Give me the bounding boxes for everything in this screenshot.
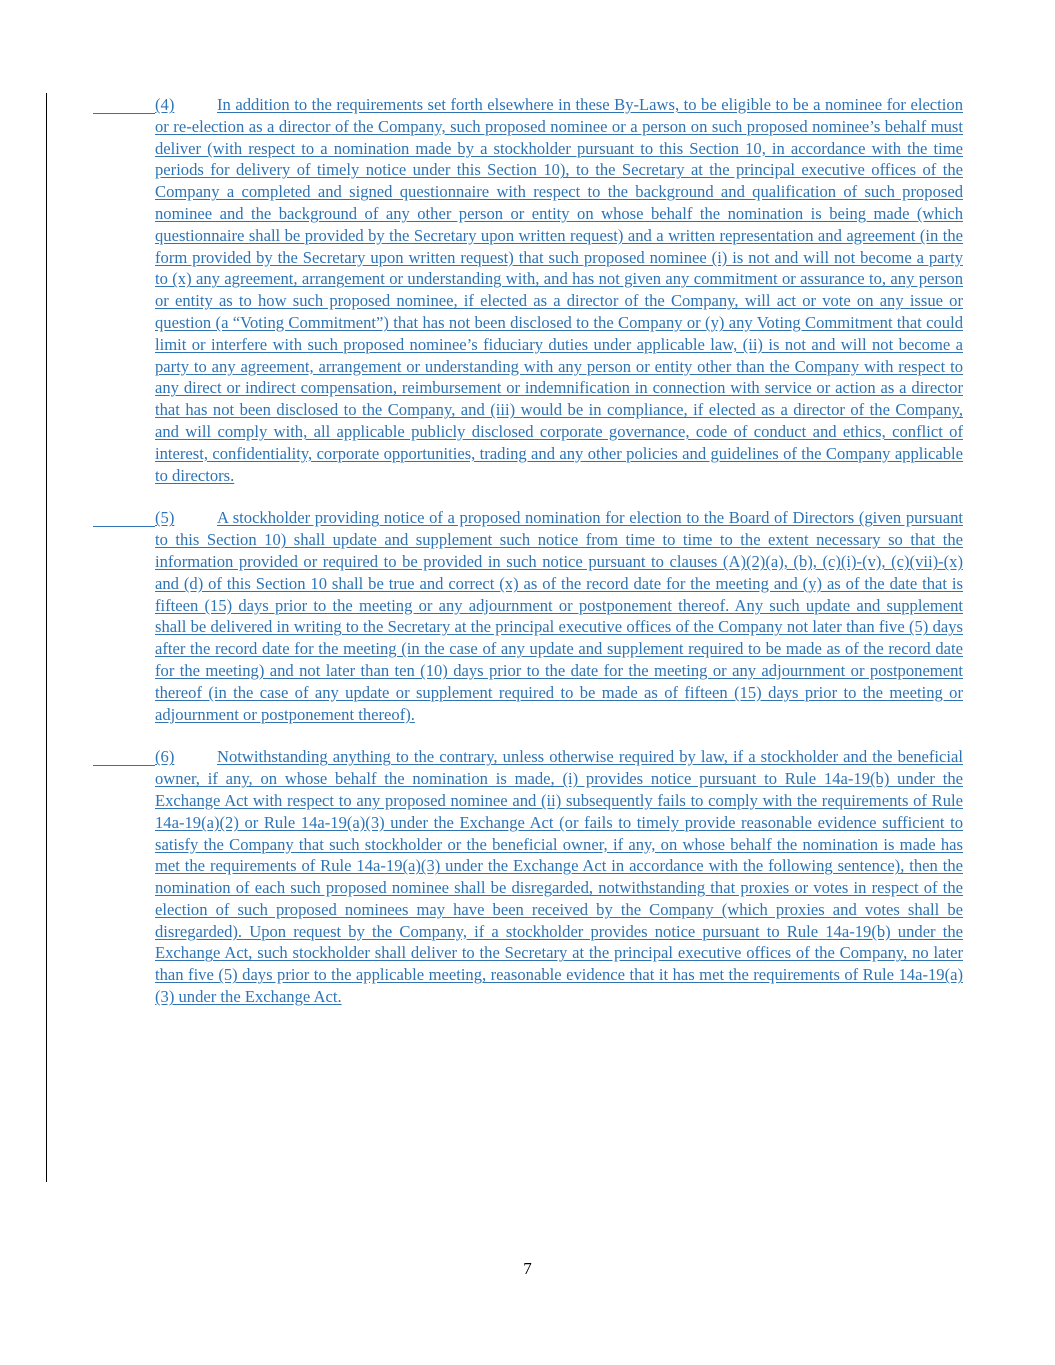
document-body [155, 94, 963, 1029]
page-number: 7 [523, 1259, 532, 1278]
paragraph-indent-rule [93, 526, 155, 527]
paragraph-4 [155, 94, 963, 486]
paragraph-text: Notwithstanding anything to the contrary, unless otherwise required by law, if a stockholder and the beneficial owner, if any, on whose behalf the nomination is made, (i) provides notice pursuant to Rule 14a-19(b) under the Exchange Act with respect to any proposed nominee and (ii) subsequently fails to comply with the requirements of Rule 14a-19(a)(2) or Rule 14a-19(a)(3) under the Exchange Act (or fails to timely provide reasonable evidence sufficient to satisfy the Company that such stockholder or the beneficial owner, if any, on whose behalf the nomination is made has met the requirements of Rule 14a-19(a)(3) under the Exchange Act in accordance with the following sentence), then the nomination of each such proposed nominee shall be disregarded, notwithstanding that proxies or votes in respect of the election of such proposed nominees may have been received by the Company (which proxies and votes shall be disregarded). Upon request by the Company, if a stockholder provides notice pursuant to Rule 14a-19(b) under the Exchange Act, such stockholder shall deliver to the Secretary at the principal executive offices of the Company, no later than five (5) days prior to the applicable meeting, reasonable evidence that it has met the requirements of Rule 14a-19(a)(3) under the Exchange Act. [155, 747, 963, 1007]
paragraph-6 [155, 746, 963, 1008]
paragraph-indent-rule [93, 765, 155, 766]
paragraph-number: (6) [155, 747, 175, 767]
paragraph-number: (5) [155, 508, 175, 528]
paragraph-text: In addition to the requirements set forth elsewhere in these By-Laws, to be eligible to be a nominee for election or re-election as a director of the Company, such proposed nominee or a person on such proposed nominee’s behalf must deliver (with respect to a nomination made by a stockholder pursuant to this Section 10, in accordance with the time periods for delivery of timely notice under this Section 10), to the Secretary at the principal executive offices of the Company a completed and signed questionnaire with respect to the background and qualification of such proposed nominee and the background of any other person or entity on whose behalf the nomination is being made (which questionnaire shall be provided by the Secretary upon written request) and a written representation and agreement (in the form provided by the Secretary upon written request) that such proposed nominee (i) is not and will not become a party to (x) any agreement, arrangement or understanding with, and has not given any commitment or assurance to, any person or entity as to how such proposed nominee, if elected as a director of the Company, will act or vote on any issue or question (a “Voting Commitment”) that has not been disclosed to the Company or (y) any Voting Commitment that could limit or interfere with such proposed nominee’s fiduciary duties under applicable law, (ii) is not and will not become a party to any agreement, arrangement or understanding with any person or entity other than the Company with respect to any direct or indirect compensation, reimbursement or indemnification in connection with service or action as a director that has not been disclosed to the Company, and (iii) would be in compliance, if elected as a director of the Company, and will comply with, all applicable publicly disclosed corporate governance, code of conduct and ethics, conflict of interest, confidentiality, corporate opportunities, trading and any other policies and guidelines of the Company applicable to directors. [155, 95, 963, 485]
revision-change-bar [46, 93, 47, 1182]
paragraph-text: A stockholder providing notice of a proposed nomination for election to the Board of Directors (given pursuant to this Section 10) shall update and supplement such notice from time to time to the extent necessary so that the information provided or required to be provided in such notice pursuant to clauses (A)(2)(a), (b), (c)(i)-(v), (c)(vii)-(x) and (d) of this Section 10 shall be true and correct (x) as of the record date for the meeting and (y) as of the date that is fifteen (15) days prior to the meeting or any adjournment or postponement thereof. Any such update and supplement shall be delivered in writing to the Secretary at the principal executive offices of the Company not later than five (5) days after the record date for the meeting (in the case of any update and supplement required to be made as of the record date for the meeting) and not later than ten (10) days prior to the date for the meeting or any adjournment or postponement thereof (in the case of any update or supplement required to be made as of fifteen (15) days prior to the meeting or adjournment or postponement thereof). [155, 508, 963, 724]
paragraph-number: (4) [155, 95, 175, 114]
paragraph-5 [155, 507, 963, 725]
paragraph-indent-rule [93, 113, 155, 114]
